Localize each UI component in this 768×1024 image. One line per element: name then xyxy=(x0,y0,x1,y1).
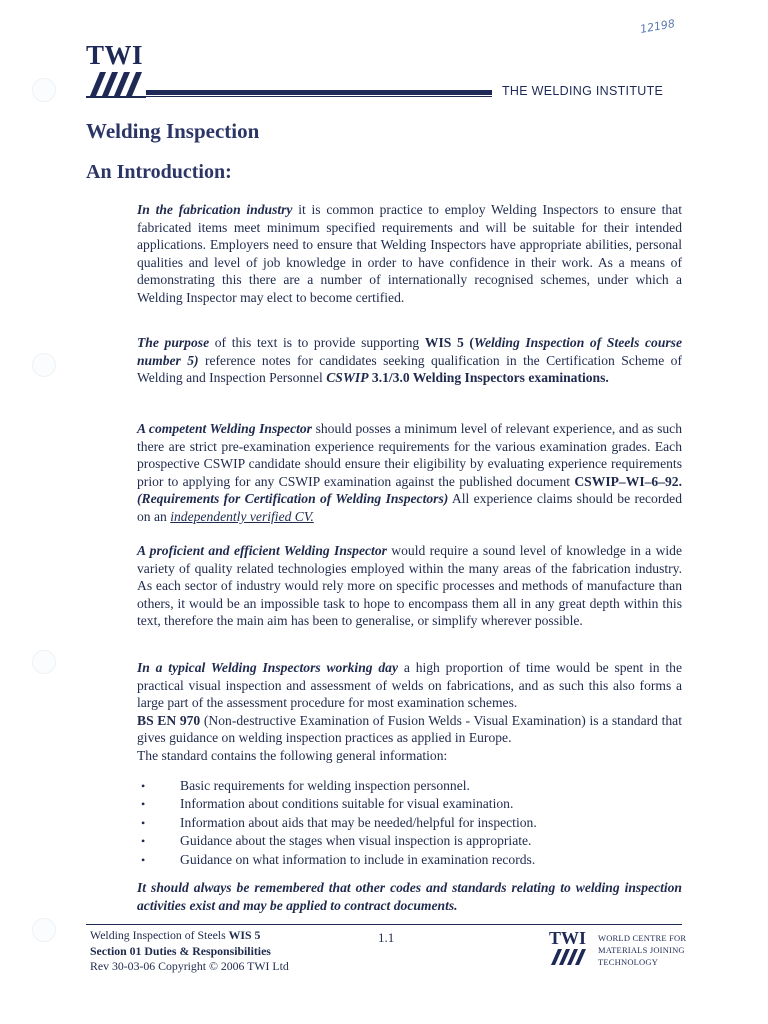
paragraph-text: reference notes for candidates seeking qualification in the Certification Scheme of Welding and Inspection Personnel xyxy=(137,352,682,386)
standard-code: BS EN 970 xyxy=(137,712,201,728)
footer-info xyxy=(90,928,289,975)
footer-rule xyxy=(86,924,682,925)
list-item: • Guidance about the stages when visual inspection is appropriate. xyxy=(137,832,682,850)
punch-hole xyxy=(32,78,56,102)
document-title: (Requirements for Certification of Welding Inspectors) xyxy=(137,491,449,507)
paragraph-purpose xyxy=(137,334,682,387)
institute-name: THE WELDING INSTITUTE xyxy=(502,84,664,98)
list-item: • Basic requirements for welding inspection personnel. xyxy=(137,777,682,795)
standard-contents-list xyxy=(137,777,682,869)
tagline-line: WORLD CENTRE FOR xyxy=(598,933,687,943)
page-title: Welding Inspection xyxy=(86,119,260,143)
tagline-line: MATERIALS JOINING xyxy=(598,945,685,955)
footer-section: Section 01 Duties & Responsibilities xyxy=(90,943,271,958)
footer-revision: Rev 30-03-06 Copyright © 2006 TWI Ltd xyxy=(90,959,289,973)
footer-tagline xyxy=(598,932,686,968)
header-rule-thin xyxy=(146,96,492,97)
punch-hole xyxy=(32,353,56,377)
punch-hole xyxy=(32,918,56,942)
course-title: Welding Inspection of Steels course number 5) xyxy=(137,335,682,368)
paragraph-text: The standard contains the following general information: xyxy=(137,747,448,763)
closing-note: It should always be remembered that other codes and standards relating to welding inspection activities exist and may be applied to contract documents. xyxy=(137,880,682,913)
handwritten-reference: 12198 xyxy=(639,17,676,36)
footer-course-line xyxy=(90,928,289,944)
footer-logo-text: TWI xyxy=(549,928,587,948)
paragraph-text: All experience claims should be recorded on an xyxy=(137,491,682,524)
footer-course-code: WIS 5 xyxy=(228,928,261,942)
paragraph-competent-inspector xyxy=(137,420,682,526)
footer-logo-icon xyxy=(549,948,587,966)
list-item: • Guidance on what information to include in examination records. xyxy=(137,851,682,869)
paren: ( xyxy=(463,335,474,350)
paragraph-proficient-inspector xyxy=(137,542,682,630)
document-code: CSWIP–WI–6–92. xyxy=(574,473,682,489)
punch-hole xyxy=(32,650,56,674)
page-number: 1.1 xyxy=(378,930,395,945)
paragraph-text: it is common practice to employ Welding Inspectors to ensure that fabricated items meet minimum specified requirements and will be suitable for their intended applications. Employers need to ensure that Welding Inspectors have appropriate abilities, personal qualities and level of job knowledge in order to have confidence in their work. As a means of demonstrating this there are a number of internationally recognised schemes, under which a Welding Inspector may elect to become certified. xyxy=(137,202,682,305)
paragraph-fabrication-industry xyxy=(137,201,682,307)
paragraph-text: would require a sound level of knowledge in a wide variety of quality related technologies employed within the many areas of the fabrication industry. As each sector of industry would rely more on specific processes and methods of manufacture than others, it would be an impossible task to hope to encompass them all in any great depth within this text, therefore the main aim has been to generalise, or simplify wherever possible. xyxy=(137,543,682,629)
exam-name: 3.1/3.0 Welding Inspectors examinations. xyxy=(368,370,609,386)
paragraph-lead: A competent Welding Inspector xyxy=(137,421,312,436)
twi-logo-icon xyxy=(86,70,146,98)
header-rule xyxy=(146,90,492,95)
paragraph-text: a high proportion of time would be spent in the practical visual inspection and assessment of welds on fabrications, and as such this also forms a large part of the assessment procedure for most examination schemes. xyxy=(137,660,682,711)
footer-course-name: Welding Inspection of Steels xyxy=(90,928,229,942)
paragraph-text: (Non-destructive Examination of Fusion Welds - Visual Examination) is a standard that gives guidance on welding inspection practices as applied in Europe. xyxy=(137,712,682,746)
paragraph-text: of this text is to provide supporting xyxy=(209,335,425,350)
list-item: • Information about conditions suitable for visual examination. xyxy=(137,795,682,813)
paragraph-lead: In a typical Welding Inspectors working day xyxy=(137,660,399,675)
paragraph-text: should posses a minimum level of relevant experience, and as such there are strict pre-examination experience requirements for the various examination grades. Each prospective CSWIP candidate should ensure their eligibility by evaluating experience requirements prior to applying for any CSWIP examination against the published document xyxy=(137,421,682,489)
paragraph-lead: A proficient and efficient Welding Inspector xyxy=(137,543,387,558)
verified-cv-link: independently verified CV. xyxy=(170,508,314,524)
paragraph-lead: In the fabrication industry xyxy=(137,202,293,217)
paragraph-lead: The purpose xyxy=(137,335,210,350)
cswip-name: CSWIP xyxy=(326,370,369,386)
course-code: WIS 5 xyxy=(424,335,464,350)
list-item: • Information about aids that may be needed/helpful for inspection. xyxy=(137,814,682,832)
twi-logo-text: TWI xyxy=(86,40,144,70)
section-subtitle: An Introduction: xyxy=(86,161,232,183)
paragraph-working-day xyxy=(137,659,682,765)
tagline-line: TECHNOLOGY xyxy=(598,957,659,967)
